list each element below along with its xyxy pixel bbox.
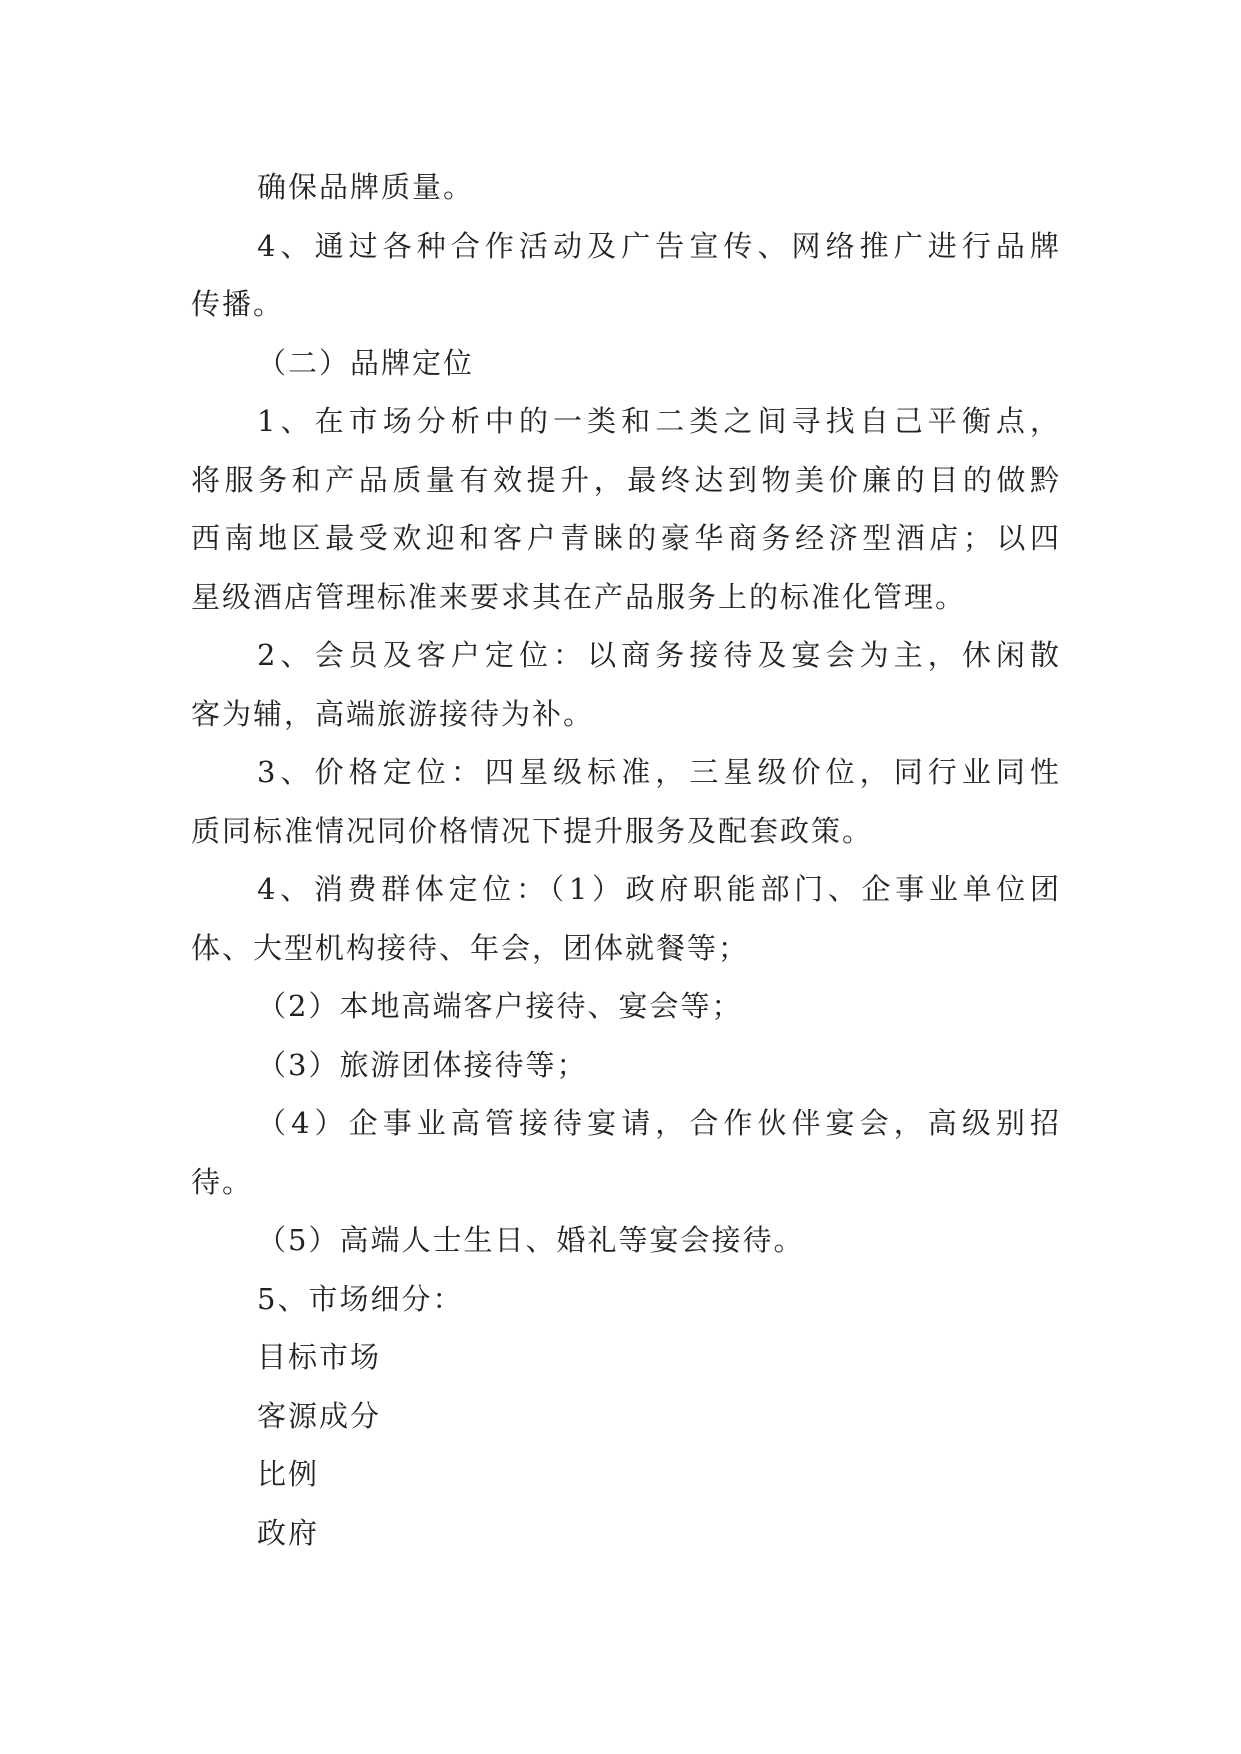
text-line: 体、大型机构接待、年会，团体就餐等； — [191, 930, 750, 965]
text-line: 将服务和产品质量有效提升，最终达到物美价廉的目的做黔 — [191, 462, 1061, 497]
text-line: 政府 — [257, 1515, 320, 1550]
text-line: （2）本地高端客户接待、宴会等； — [257, 989, 743, 1023]
text-line: 西南地区最受欢迎和客户青睐的豪华商务经济型酒店；以四 — [191, 521, 1061, 555]
text-line: 客源成分 — [257, 1398, 382, 1433]
text-line: 2、会员及客户定位：以商务接待及宴会为主，休闲散 — [257, 638, 1061, 672]
text-line: 比例 — [257, 1457, 320, 1491]
text-line: 质同标准情况同价格情况下提升服务及配套政策。 — [191, 813, 874, 848]
text-line: 5、市场细分： — [257, 1281, 464, 1316]
text-line: 3、价格定位：四星级标准，三星级价位，同行业同性 — [257, 755, 1061, 789]
text-line: 确保品牌质量。 — [257, 170, 475, 204]
text-line: （3）旅游团体接待等； — [257, 1047, 588, 1082]
document-body — [191, 158, 1061, 1562]
text-line: 目标市场 — [257, 1340, 382, 1374]
text-line: （4）企事业高管接待宴请，合作伙伴宴会，高级别招 — [257, 1106, 1061, 1140]
text-line: 待。 — [191, 1164, 254, 1199]
text-line: 4、消费群体定位：（1）政府职能部门、企事业单位团 — [257, 872, 1061, 906]
text-line: （二）品牌定位 — [257, 345, 475, 380]
text-line: （5）高端人士生日、婚礼等宴会接待。 — [257, 1223, 805, 1257]
text-line: 1、在市场分析中的一类和二类之间寻找自己平衡点， — [257, 404, 1061, 438]
text-line: 星级酒店管理标准来要求其在产品服务上的标准化管理。 — [191, 579, 967, 614]
text-line: 客为辅，高端旅游接待为补。 — [191, 696, 595, 731]
text-line: 4、通过各种合作活动及广告宣传、网络推广进行品牌 — [257, 228, 1061, 263]
text-line: 传播。 — [191, 287, 285, 321]
